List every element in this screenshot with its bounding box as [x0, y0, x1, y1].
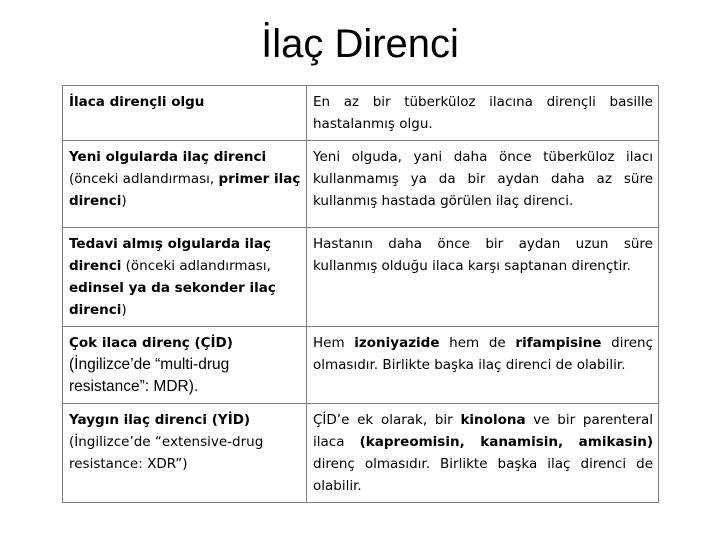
definition-text: direnç olmasıdır. Birlikte başka ilaç direnci de olabilir. — [313, 456, 653, 494]
definition-text: Yeni olguda, yani daha önce tüberküloz ilacı kullanmamış ya da bir aydan daha az süre kullanmış hastada görülen ilaç direnci. — [313, 149, 653, 209]
definition-text: hem de — [439, 335, 516, 351]
term-note-bold: primer ilaç direnci — [69, 171, 301, 209]
term-cell — [63, 228, 307, 327]
term-note: ) — [121, 193, 127, 209]
definition-cell — [307, 228, 659, 327]
term-cell — [63, 86, 307, 141]
term-label: İlaca dirençli olgu — [69, 94, 205, 110]
definition-text: Hastanın daha önce bir aydan uzun süre kullanmış olduğu ilaca karşı saptanan dirençtir. — [313, 236, 653, 274]
term-label: Yeni olgularda ilaç direnci — [69, 149, 267, 165]
definition-cell — [307, 327, 659, 404]
definition-text: ve bir parenteral ilaca — [313, 412, 653, 450]
drug-name: rifampisine — [515, 335, 602, 351]
definition-cell — [307, 404, 659, 503]
definition-text: Hem — [313, 335, 355, 351]
definition-cell — [307, 141, 659, 228]
table-row — [63, 228, 659, 327]
table-row — [63, 327, 659, 404]
drug-name: izoniyazide — [354, 335, 440, 351]
term-note: ) — [121, 302, 127, 318]
term-cell — [63, 327, 307, 404]
definition-text: direnç olmasıdır. Birlikte başka ilaç direnci de olabilir. — [313, 335, 653, 373]
definition-text: ÇİD’e ek olarak, bir — [313, 412, 461, 428]
drug-resistance-table — [62, 85, 659, 503]
term-note: (önceki adlandırması, — [69, 171, 219, 187]
table-row — [63, 86, 659, 141]
drug-name: kinolona — [460, 412, 526, 428]
term-label: Tedavi almış olgularda ilaç direnci — [69, 236, 272, 274]
term-label: Çok ilaca direnç (ÇİD) — [69, 335, 233, 351]
term-note: (İngilizce’de “multi-drug resistance”: MDR). — [69, 356, 230, 395]
page-title: İlaç Direnci — [261, 22, 459, 66]
term-cell — [63, 141, 307, 228]
drug-name: (kapreomisin, kanamisin, amikasin) — [359, 434, 653, 450]
table-row — [63, 404, 659, 503]
definition-cell — [307, 86, 659, 141]
term-note: (İngilizce’de “extensive-drug resistance: XDR”) — [69, 434, 264, 472]
table-row — [63, 141, 659, 228]
term-label: Yaygın ilaç direnci (YİD) — [69, 412, 251, 428]
term-note: (önceki adlandırması, — [121, 258, 271, 274]
term-cell — [63, 404, 307, 503]
definition-text: En az bir tüberküloz ilacına dirençli basille hastalanmış olgu. — [313, 94, 653, 132]
term-note-bold: edinsel ya da sekonder ilaç direnci — [69, 280, 276, 318]
